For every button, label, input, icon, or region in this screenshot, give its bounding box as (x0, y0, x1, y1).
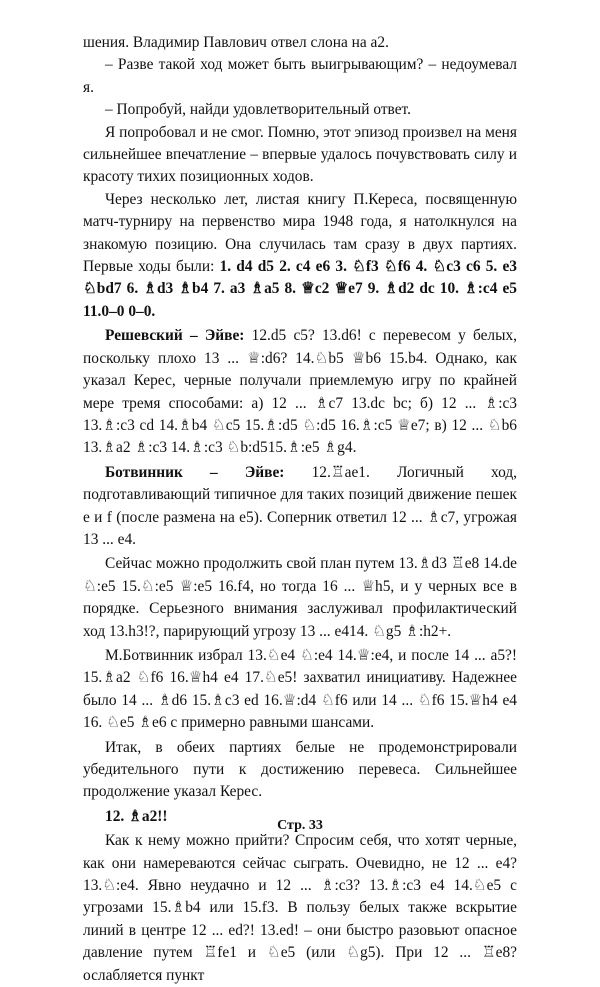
page-text (83, 32, 517, 987)
paragraph: Я попробовал и не смог. Помню, этот эпизод произвел на меня сильнейшее впечатление – впервые удалось почувствовать силу и красоту тихих позиционных ходов. (83, 123, 517, 186)
paragraph: Ботвинник – Эйве: 12.♖ae1. Логичный ход, подготавливающий типичное для таких позиций движение пешек е и f (после размена на е5). Соперник ответил 12 ... ♗c7, угрожая 13 ... е4. (83, 463, 517, 548)
paragraph: – Попробуй, найди удовлетворительный ответ. (105, 101, 411, 119)
page-number: Стр. 33 (277, 818, 323, 833)
paragraph: Через несколько лет, листая книгу П.Кереса, посвященную матч-турниру на первенство мира 1948 года, я натолкнулся на знакомую позицию. Она случилась там сразу в двух партиях. Первые ходы были: 1. d4 d5 2. с4 е6 3. ♘f3 ♘f6 4. ♘c3 с6 5. е3 ♘bd7 6. ♗d3 ♗b4 7. а3 ♗а5 8. ♕c2 ♕e7 9. ♗d2 dc 10. ♗:с4 е5 11.0–0 0–0. (83, 190, 517, 320)
paragraph: Как к нему можно прийти? Спросим себя, что хотят черные, как они намереваются сейчас сыграть. Очевидно, не 12 ... е4? 13.♘:e4. Явно неудачно и 12 ... ♗:c3? 13.♗:c3 е4 14.♘e5 с угрозами 15.♗b4 или 15.f3. В пользу белых также вскрытие линий в центре 12 ... ed?! 13.ed! – они быстро разовьют опасное давление путем ♖fe1 и ♘e5 (или ♘g5). При 12 ... ♖e8? ослабляется пункт (83, 832, 517, 984)
paragraph: Решевский – Эйве: 12.d5 с5? 13.d6! с перевесом у белых, поскольку плохо 13 ... ♕:d6? 14.♘b5 ♕b6 15.b4. Однако, как указал Керес, черные получали приемлемую игру по крайней мере тремя способами: а) 12 ... ♗c7 13.dc bc; б) 12 ... ♗:c3 13.♗:c3 cd 14.♗b4 ♘c5 15.♗:d5 ♘:d5 16.♗:c5 ♕e7; в) 12 ... ♘b6 13.♗a2 ♗:c3 14.♗:c3 ♘b:d515.♗:e5 ♗g4. (83, 327, 517, 457)
paragraph: Итак, в обеих партиях белые не продемонстрировали убедительного пути к достижению перевеса. Сильнейшее продолжение указал Керес. (83, 738, 517, 801)
paragraph: Сейчас можно продолжить свой план путем 13.♗d3 ♖e8 14.de ♘:e5 15.♘:e5 ♕:e5 16.f4, но тогда 16 ... ♕h5, и у черных все в порядке. Серьезного внимания заслуживал профилактический ход 13.h3!?, парирующий угрозу 13 ... е414. ♘g5 ♗:h2+. (83, 555, 517, 640)
paragraph: шения. Владимир Павлович отвел слона на а2. (83, 34, 389, 51)
move-heading: 12. ♗a2!! (105, 807, 168, 825)
paragraph: М.Ботвинник избрал 13.♘e4 ♘:e4 14.♕:e4, и после 14 ... а5?! 15.♗a2 ♘f6 16.♕h4 е4 17.♘e5! захватил инициативу. Надежнее было 14 ... ♗d6 15.♗c3 ed 16.♕:d4 ♘f6 или 14 ... ♘f6 15.♕h4 е4 16. ♘e5 ♗e6 с примерно равными шансами. (83, 646, 517, 732)
paragraph: – Разве такой ход может быть выигрывающим? – недоумевал я. (83, 56, 517, 96)
